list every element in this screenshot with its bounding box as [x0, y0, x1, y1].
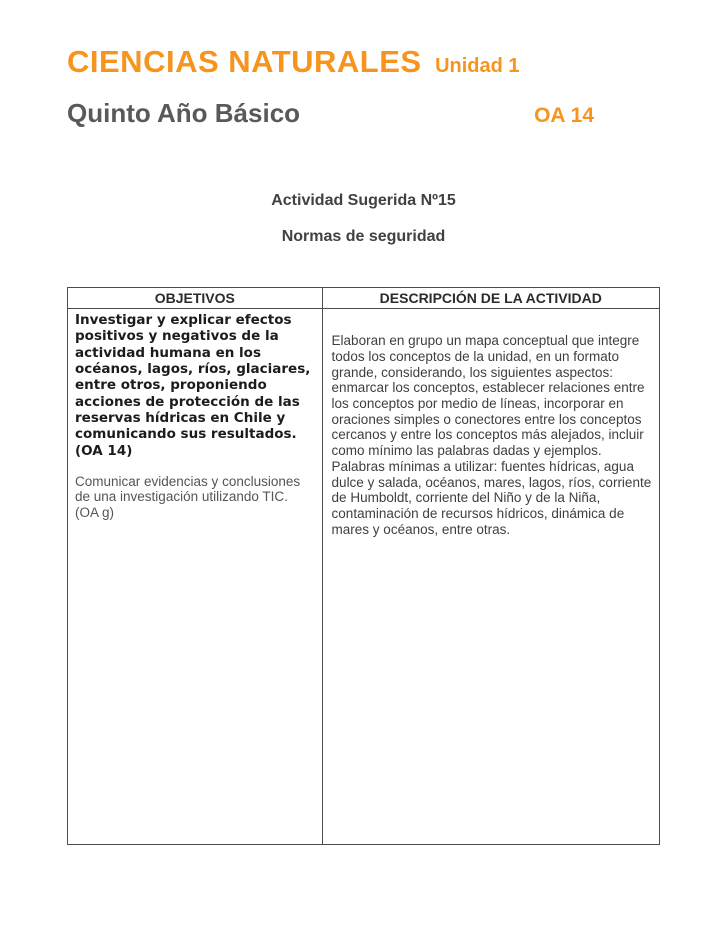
description-cell [322, 309, 659, 845]
grade-title: Quinto Año Básico [67, 98, 301, 128]
description-column-header: DESCRIPCIÓN DE LA ACTIVIDAD [322, 288, 659, 309]
document-header [67, 46, 660, 126]
description-paragraph-2: Palabras mínimas a utilizar: fuentes hídricas, agua dulce y salada, océanos, mares, lagos, ríos, corriente de Humboldt, corriente del Niño y de la Niña, contaminación de recursos hídricos, dinámica de mares y océanos, entre otras. [331, 458, 652, 537]
course-title-line [67, 46, 660, 77]
course-title: CIENCIAS NATURALES [67, 44, 422, 79]
activity-title: Actividad Sugerida Nº15 [271, 192, 456, 209]
objective-main-text: Investigar y explicar efectos positivos y negativos de la actividad humana en los océanos, lagos, ríos, glaciares, entre otros, proponiendo acciones de protección de las reservas hídricas en Chile y comunicando sus resultados. (OA 14) [75, 312, 311, 459]
objectives-column-header: OBJETIVOS [68, 288, 323, 309]
table-row [68, 309, 660, 845]
table-header-row [68, 288, 660, 309]
grade-row [67, 100, 660, 126]
objectives-cell [68, 309, 323, 845]
objective-code: (OA g) [75, 505, 115, 521]
description-paragraph-1: Elaboran en grupo un mapa conceptual que integre todos los conceptos de la unidad, en un formato grande, considerando, los siguientes aspectos: enmarcar los conceptos, establecer relaciones entre los conceptos por medio de líneas, incorporar en oraciones simples o conectores entre los conceptos cercanos y entre los conceptos más alejados, incluir como mínimo las palabras dadas y ejemplos. [331, 333, 645, 459]
unit-label: Unidad 1 [435, 55, 520, 77]
activity-subtitle: Normas de seguridad [281, 227, 446, 245]
activity-table [67, 287, 660, 845]
oa-badge: OA 14 [534, 104, 594, 127]
objective-secondary-text: Comunicar evidencias y conclusiones de una investigación utilizando TIC. [75, 473, 301, 505]
activity-heading [67, 192, 660, 245]
